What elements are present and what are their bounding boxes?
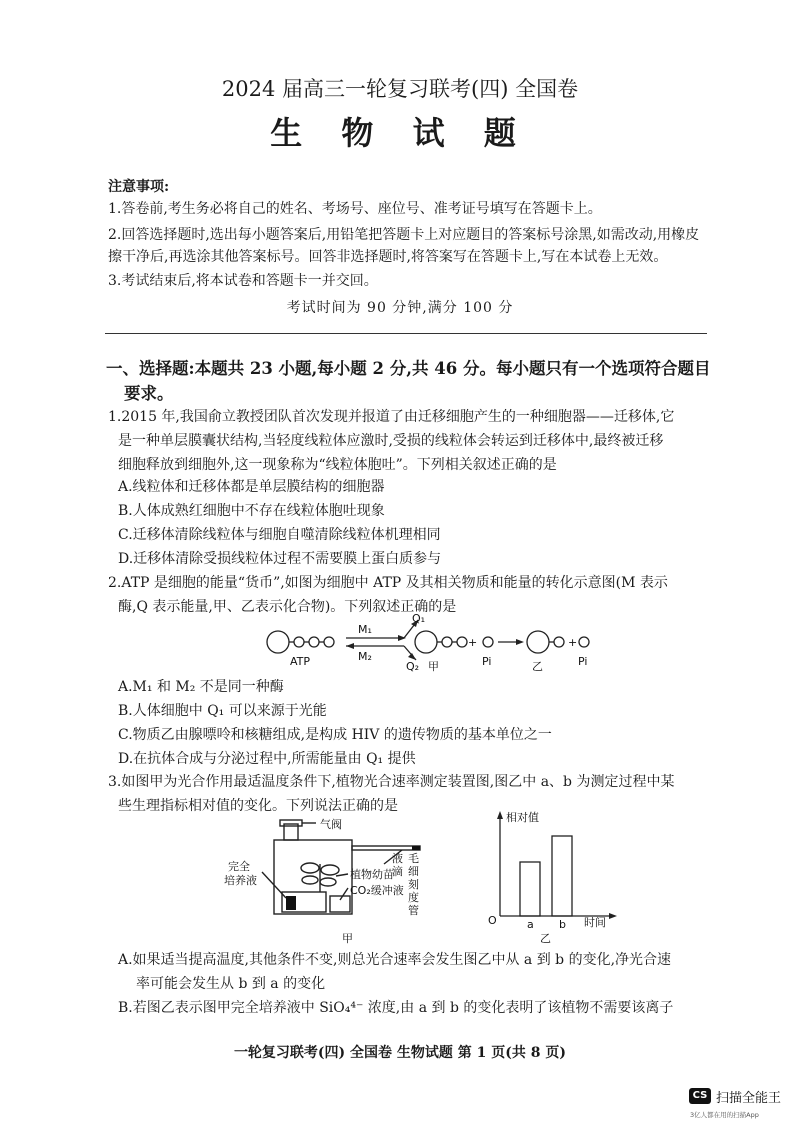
leaf	[301, 863, 319, 873]
figure-caption-yi: 乙	[540, 932, 551, 944]
phosphate-circle	[442, 637, 452, 647]
scanner-watermark-label: 扫描全能王	[716, 1091, 782, 1106]
label-tube-vertical	[408, 852, 419, 917]
svg-text:管: 管	[408, 904, 419, 917]
subject-title: 生 物 试 题	[270, 114, 530, 152]
tick-label-b: b	[559, 918, 566, 931]
q3-stem: 3.如图甲为光合作用最适温度条件下,植物光合速率测定装置图,图乙中 a、b 为测定过程中某	[108, 774, 675, 790]
label-atp: ATP	[290, 655, 311, 668]
exam-header-title: 2024 届高三一轮复习联考(四) 全国卷	[221, 77, 579, 101]
phosphate-circle	[294, 637, 304, 647]
q3-option-a-cont: 率可能会发生从 b 到 a 的变化	[136, 976, 326, 992]
label-nutrient: 培养液	[224, 874, 257, 887]
svg-text:滴: 滴	[392, 865, 403, 878]
notice-line: 1.答卷前,考生务必将自己的姓名、考场号、座位号、准考证号填写在答题卡上。	[108, 201, 602, 217]
axis-origin: O	[488, 914, 497, 927]
dark-solution	[286, 896, 296, 910]
tick-label-a: a	[527, 918, 534, 931]
label-m1: M₁	[358, 623, 372, 636]
q1-option-b: B.人体成熟红细胞中不存在线粒体胞吐现象	[118, 503, 385, 519]
label-q2: Q₂	[406, 660, 420, 673]
bar-a	[520, 862, 540, 916]
notice-line: 3.考试结束后,将本试卷和答题卡一并交回。	[108, 273, 378, 289]
svg-text:毛: 毛	[408, 852, 419, 865]
q1-stem: 细胞释放到细胞外,这一现象称为“线粒体胞吐”。下列相关叙述正确的是	[118, 457, 557, 473]
label-buffer: CO₂缓冲液	[350, 884, 404, 897]
y-axis-label: 相对值	[506, 811, 539, 824]
page-footer: 一轮复习联考(四) 全国卷 生物试题 第 1 页(共 8 页)	[233, 1045, 567, 1061]
adenosine-circle	[415, 631, 437, 653]
label-complete: 完全	[228, 860, 250, 873]
notice-line: 2.回答选择题时,选出每小题答案后,用铅笔把答题卡上对应题目的答案标号涂黑,如需改动,用橡皮	[108, 227, 700, 243]
phosphate-circle	[554, 637, 564, 647]
svg-text:细: 细	[408, 865, 419, 878]
label-droplet-vertical	[392, 851, 403, 878]
atp-conversion-diagram	[256, 612, 596, 676]
label-seedling: 植物幼苗	[350, 868, 394, 881]
x-axis-label: 时间	[584, 916, 606, 929]
q3-option-b: B.若图乙表示图甲完全培养液中 SiO₄⁴⁻ 浓度,由 a 到 b 的变化表明了该植物不需要该离子	[118, 1000, 674, 1016]
phosphate-circle	[579, 637, 589, 647]
bar-b	[552, 836, 572, 916]
q1-stem: 1.2015 年,我国俞立教授团队首次发现并报道了由迁移细胞产生的一种细胞器——迁移体,它	[108, 409, 675, 425]
q2-option-d: D.在抗体合成与分泌过程中,所需能量由 Q₁ 提供	[118, 751, 416, 767]
label-jia: 甲	[428, 660, 439, 673]
figure-caption-jia: 甲	[342, 932, 353, 945]
valve-cap	[280, 820, 302, 826]
label-pi: Pi	[578, 655, 588, 668]
plus-sign: +	[468, 636, 478, 649]
phosphate-circle	[483, 637, 493, 647]
svg-text:液: 液	[392, 852, 403, 865]
apparatus-figure	[224, 812, 438, 948]
q2-option-c: C.物质乙由腺嘌呤和核糖组成,是构成 HIV 的遗传物质的基本单位之一	[118, 727, 552, 743]
svg-text:刻: 刻	[408, 878, 419, 891]
notice-heading: 注意事项:	[108, 179, 170, 195]
q1-option-c: C.迁移体清除线粒体与细胞自噬清除线粒体机理相同	[118, 527, 441, 543]
buffer-container	[330, 896, 350, 912]
divider-rule	[105, 333, 707, 334]
leaf	[320, 878, 336, 886]
scanner-watermark-sub: 3亿人都在用的扫描App	[690, 1111, 759, 1119]
droplet	[412, 846, 420, 850]
label-q1: Q₁	[412, 612, 426, 625]
q1-stem: 是一种单层膜囊状结构,当轻度线粒体应激时,受损的线粒体会转运到迁移体中,最终被迁移	[118, 433, 664, 449]
exam-time-note: 考试时间为 90 分钟,满分 100 分	[286, 300, 514, 316]
y-axis-arrow	[497, 811, 503, 819]
q2-stem: 2.ATP 是细胞的能量“货币”,如图为细胞中 ATP 及其相关物质和能量的转化示意图(M 表示	[108, 575, 668, 591]
phosphate-circle	[309, 637, 319, 647]
leaf	[321, 865, 339, 875]
capillary-tube	[352, 846, 420, 850]
notice-line: 擦干净后,再选涂其他答案标号。回答非选择题时,将答案写在答题卡上,写在本试卷上无效。	[108, 249, 668, 265]
q1-option-a: A.线粒体和迁移体都是单层膜结构的细胞器	[118, 479, 385, 495]
plus-sign: +	[568, 636, 578, 649]
leaf	[302, 876, 318, 884]
q2-option-b: B.人体细胞中 Q₁ 可以来源于光能	[118, 703, 327, 719]
adenosine-circle	[267, 631, 289, 653]
q2-stem: 酶,Q 表示能量,甲、乙表示化合物)。下列叙述正确的是	[118, 599, 457, 615]
label-valve: 气阀	[320, 818, 342, 831]
q2-option-a: A.M₁ 和 M₂ 不是同一种酶	[118, 679, 284, 695]
phosphate-circle	[324, 637, 334, 647]
label-yi: 乙	[532, 660, 543, 673]
q3-option-a: A.如果适当提高温度,其他条件不变,则总光合速率会发生图乙中从 a 到 b 的变化,净光合速	[118, 952, 672, 968]
svg-text:度: 度	[408, 891, 419, 904]
adenosine-circle	[527, 631, 549, 653]
phosphate-circle	[457, 637, 467, 647]
q1-option-d: D.迁移体清除受损线粒体过程不需要膜上蛋白质参与	[118, 551, 442, 567]
scanner-logo-icon: CS	[689, 1088, 711, 1104]
x-axis-arrow	[609, 913, 617, 919]
label-m2: M₂	[358, 650, 372, 663]
sealed-chamber	[274, 840, 352, 914]
q3-stem: 些生理指标相对值的变化。下列说法正确的是	[118, 798, 398, 814]
section-heading-cont: 要求。	[124, 384, 174, 403]
label-pi: Pi	[482, 655, 492, 668]
relative-value-chart	[480, 806, 620, 944]
section-heading: 一、选择题:本题共 23 小题,每小题 2 分,共 46 分。每小题只有一个选项符合题目	[106, 359, 711, 378]
